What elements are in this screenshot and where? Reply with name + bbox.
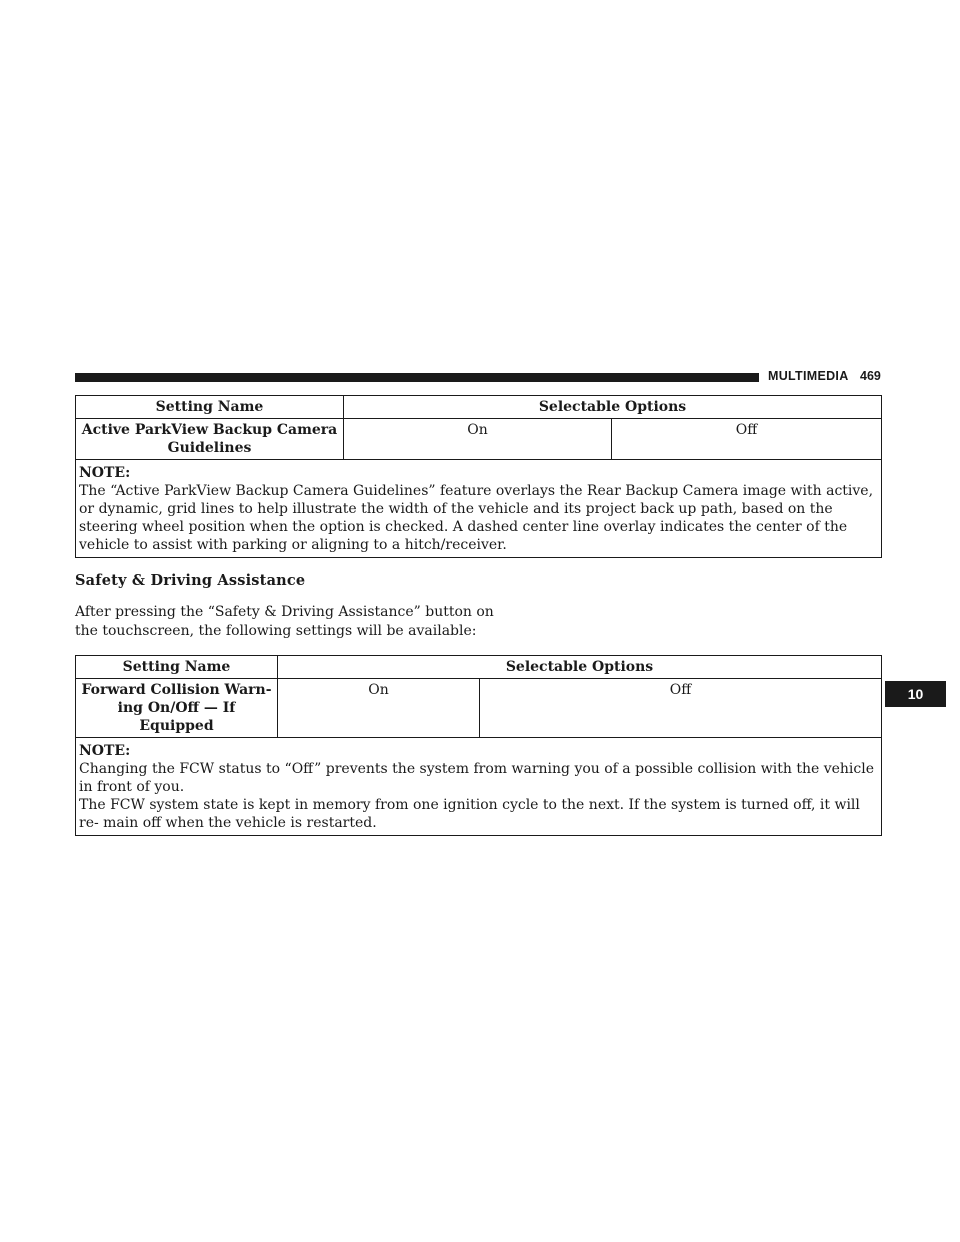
- note-label: NOTE:: [79, 465, 131, 481]
- column-header-setting-name: Setting Name: [76, 396, 344, 419]
- option-off-cell: Off: [480, 679, 882, 738]
- table-header-row: [76, 396, 882, 419]
- option-on-cell: On: [344, 419, 612, 460]
- note-text-2: The FCW system state is kept in memory from one ignition cycle to the next. If the system is turned off, it will re- main off when the vehicle is restarted.: [79, 797, 860, 831]
- note-label: NOTE:: [79, 743, 131, 759]
- column-header-selectable-options: Selectable Options: [344, 396, 882, 419]
- chapter-tab: 10: [885, 681, 946, 707]
- note-cell: [76, 738, 882, 836]
- table-row: [76, 419, 882, 460]
- section-intro-paragraph: After pressing the “Safety & Driving Assistance” button on the touchscreen, the following settings will be available:: [75, 604, 494, 639]
- section-heading: Safety & Driving Assistance: [75, 572, 306, 589]
- setting-name-cell: Active ParkView Backup Camera Guidelines: [76, 419, 344, 460]
- note-cell: [76, 460, 882, 558]
- note-row: [76, 460, 882, 558]
- table-header-row: [76, 656, 882, 679]
- note-row: [76, 738, 882, 836]
- settings-table-parkview: [75, 395, 882, 558]
- option-on-cell: On: [278, 679, 480, 738]
- table-row: [76, 679, 882, 738]
- column-header-setting-name: Setting Name: [76, 656, 278, 679]
- column-header-selectable-options: Selectable Options: [278, 656, 882, 679]
- setting-name-cell: Forward Collision Warn- ing On/Off — If Equipped: [76, 679, 278, 738]
- note-text: The “Active ParkView Backup Camera Guidelines” feature overlays the Rear Backup Camera image with active, or dynamic, grid lines to help illustrate the width of the vehicle and its project back up path, based on the steering wheel position when the option is checked. A dashed center line overlay indicates the center of the vehicle to assist with parking or aligning to a hitch/receiver.: [79, 483, 874, 553]
- header-rule: [75, 373, 759, 382]
- option-off-cell: Off: [612, 419, 882, 460]
- settings-table-fcw: [75, 655, 882, 836]
- note-text-1: Changing the FCW status to “Off” prevents the system from warning you of a possible collision with the vehicle in front of you.: [79, 761, 874, 795]
- running-header-section: MULTIMEDIA: [768, 369, 849, 383]
- page-number: 469: [860, 369, 881, 383]
